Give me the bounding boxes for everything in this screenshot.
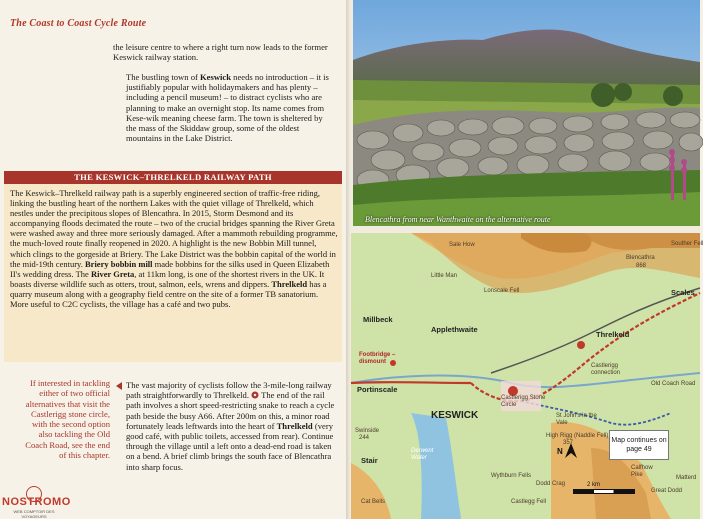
keswick-text-end: needs no introduction – it is justifiably popular with holidaymakers and has plenty – including a pencil museum! – to distract cyclists who are planning to make an overnight stop. Its name comes from Kese-wik meaning cheese farm. The town is sheltered by the mass of the Skiddaw group, some of the oldest mountains in the Lake District. (126, 72, 329, 144)
map-swinside: Swinside (355, 428, 380, 434)
keswick-text-start: The bustling town of (126, 72, 200, 82)
map-castlerigg: Castlerigg Stone Circle (501, 395, 546, 408)
map-stair: Stair (361, 456, 378, 465)
box-bold-briery: Briery bobbin mill (85, 258, 153, 269)
map-high-rigg-height: 357 (563, 440, 574, 446)
map-wythburn-fells: Wythburn Fells (491, 473, 531, 479)
map-footbridge: Footbridge – dismount (359, 352, 396, 365)
map-derwent-water: Derwent Water (411, 448, 434, 461)
route-text-b: The end of the rail path involves a short speed-restricting snake to reach a cycle path beside the busy A66. After 200m on this, a minor road fortunately leads leftwards into the heart of (126, 390, 335, 431)
route-text-a: The vast majority of cyclists follow the 3-mile-long railway path straightforwardly to Threlkeld. (126, 380, 332, 401)
photo-caption: Blencathra from near Wanthwaite on the alternative route (365, 215, 551, 224)
map-portinscale: Portinscale (357, 385, 398, 394)
map-dodd-crag: Dodd Crag (536, 481, 566, 487)
scale-label: 2 km (587, 482, 601, 488)
box-text-d: has a quarry museum along with a geography field centre on the site of a former TB sanatorium. More useful to C2C cyclists, the village has a café and two pubs. (10, 278, 327, 310)
map-matterdale: Matterd (676, 475, 697, 481)
left-page (0, 0, 346, 519)
map-sale-how: Sale How (449, 242, 475, 248)
map-lonscale-fell: Lonscale Fell (484, 288, 520, 294)
waymark-icon (251, 391, 259, 399)
route-map (351, 233, 703, 519)
map-castlegg-fell: Castlegg Fell (511, 499, 547, 505)
map-applethwaite: Applethwaite (431, 325, 478, 334)
map-st-johns: St John's in the Vale (556, 413, 597, 426)
north-arrow-label: N (557, 447, 563, 456)
logo-name: NOSTROMO (2, 496, 71, 508)
map-millbeck: Millbeck (363, 315, 393, 324)
map-scales: Scales (671, 288, 695, 297)
map-castlerigg-connection: Castlerigg connection (591, 363, 621, 376)
box-text-b: made bobbins for the silks used in Queen Elizabeth II's wedding dress. The (10, 258, 330, 279)
keswick-bold: Keswick (200, 72, 232, 82)
route-bold-threlkeld: Threlkeld (276, 420, 313, 431)
map-keswick: KESWICK (431, 410, 479, 421)
railway-path-box (4, 184, 342, 362)
map-souther-fell: Souther Fell (671, 241, 703, 247)
box-bold-greta: River Greta (90, 268, 135, 279)
box-text-a: The Keswick–Threlkeld railway path is a superbly engineered section of traffic-free riding, linking the bustling heart of the northern Lakes with the quiet village of Threlkeld, which nestles under the precipitous slopes of Blencathra. In 2015, Storm Desmond and its accompanying floods decimated the route – two of the crucial bridges spanning the River Greta were washed away and three more seriously damaged. After a mammoth rebuilding programme, the much-loved route finally reopened in 2020. A highlight is the new Bobbin Mill tunnel, which clings to the gorgeside at Briery. The Lake District was the bobbin capital of the world in the mid-19th century. (10, 188, 338, 269)
intro-paragraph: the leisure centre to where a right turn now leads to the former Keswick railway station. (113, 42, 328, 63)
route-text-c: (very good café, with public toilets, accessed from rear). Continue through the village until a left onto a dead-end road is taken on a bend. A brief climb brings the south face of Blencathra into sharp focus. (126, 420, 334, 472)
map-threlkeld: Threlkeld (596, 330, 630, 339)
map-calfhow-pike: Calfhow Pike (631, 465, 653, 478)
map-great-dodd: Great Dodd (651, 488, 683, 494)
map-high-rigg: High Rigg (Naddle Fell) (546, 433, 609, 439)
railway-path-box-title: THE KESWICK–THRELKELD RAILWAY PATH (4, 171, 342, 184)
logo-subtitle: WEB COMPTOIR DES VOYAGEURS (13, 509, 55, 519)
route-paragraph (126, 380, 335, 472)
map-swinside-height: 244 (359, 435, 370, 441)
map-cat-bells: Cat Bells (361, 499, 386, 505)
box-text-c: , at 11km long, is one of the shortest rivers in the UK. It boasts diverse wildlife such as otters, trout, salmon, eels, wrens and dippers. (10, 268, 325, 289)
railway-path-text (10, 188, 338, 309)
landscape-image (353, 0, 700, 226)
map-little-man: Little Man (431, 273, 458, 279)
nostromo-logo (2, 486, 71, 519)
map-blencathra: Blencathra (626, 255, 655, 261)
alternative-sidenote: If interested in tackling either of two official alternatives that visit the Castlerigg stone circle, with the second option also tackling the Old Coach Road, see the end of this chapter. (25, 378, 110, 461)
sidenote-arrow-icon (116, 382, 122, 390)
map-blencathra-height: 868 (636, 263, 647, 269)
map-continues-box: Map continues on page 49 (609, 430, 669, 460)
keswick-paragraph (126, 72, 335, 143)
map-old-coach-road: Old Coach Road (651, 381, 696, 387)
blencathra-photo (353, 0, 700, 226)
box-bold-threlkeld: Threlkeld (271, 278, 308, 289)
running-head: The Coast to Coast Cycle Route (10, 18, 147, 29)
scale-bar (573, 489, 635, 494)
